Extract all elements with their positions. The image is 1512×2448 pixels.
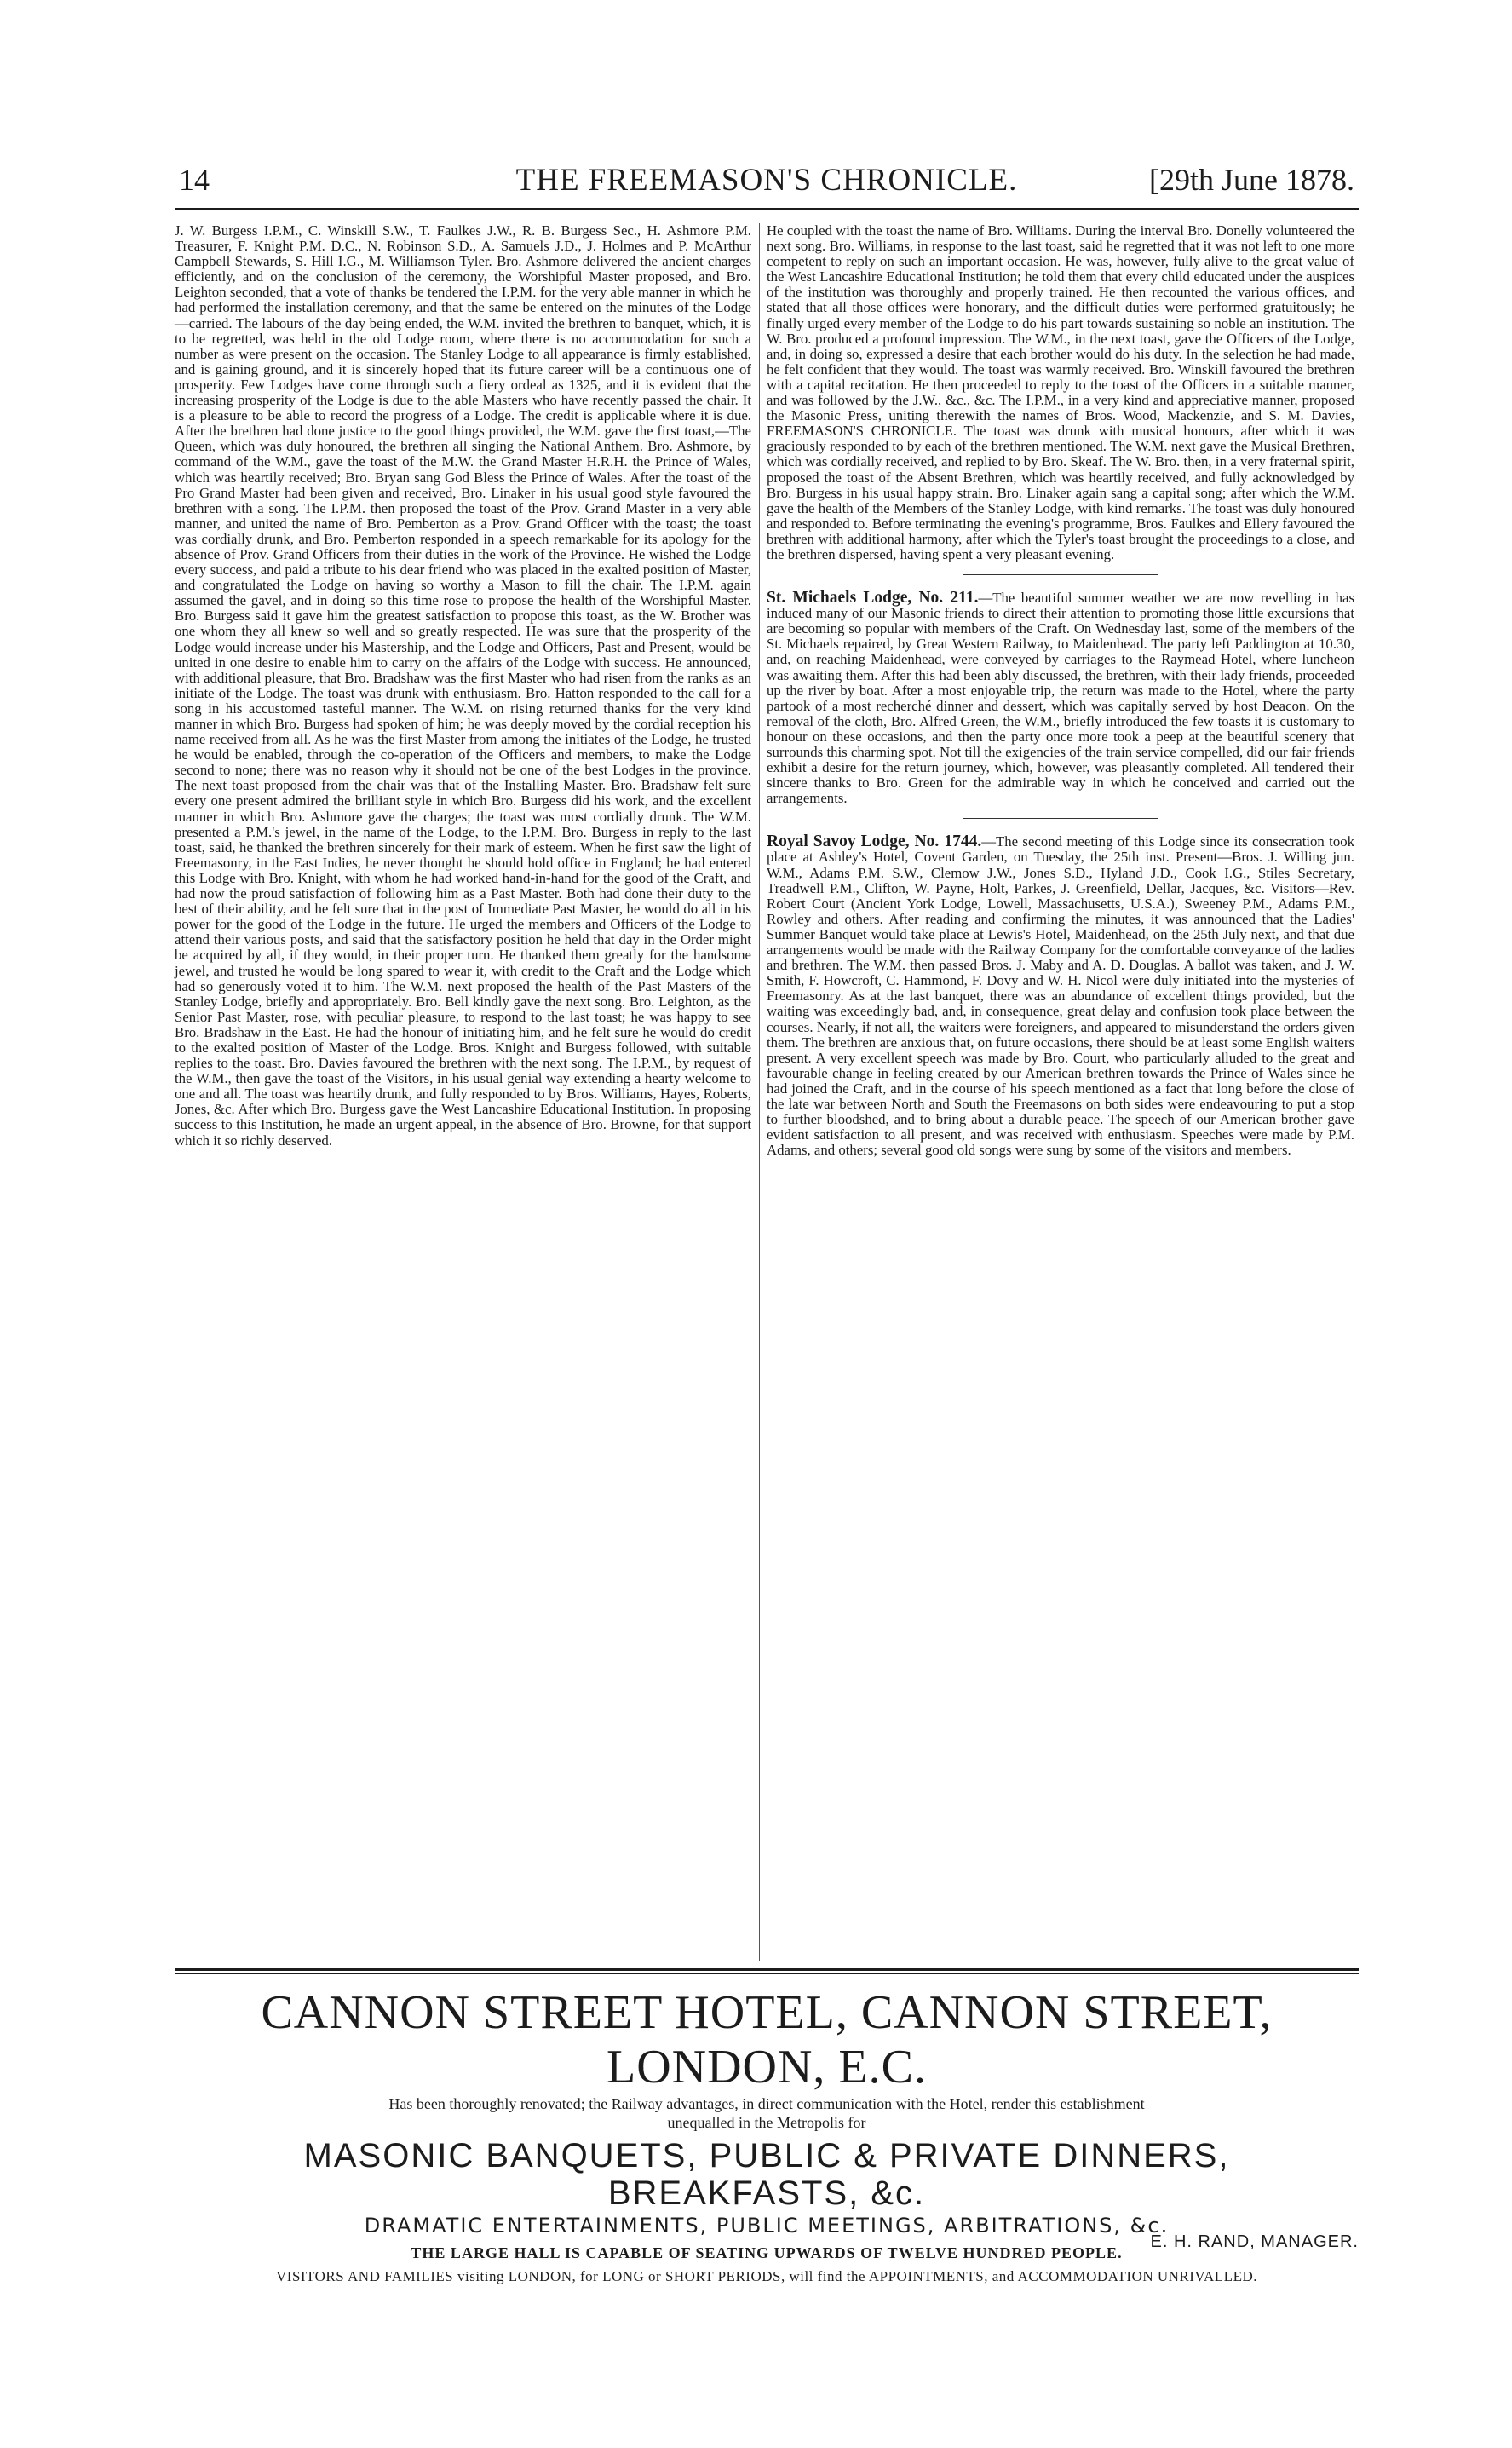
hotel-advertisement — [175, 1985, 1359, 2287]
issue-date: [29th June 1878. — [1149, 163, 1354, 197]
royal-savoy-heading: Royal Savoy Lodge, No. 1744. — [767, 832, 982, 851]
page-number: 14 — [179, 163, 210, 197]
masthead — [179, 162, 1354, 213]
footer-rule-thin — [175, 1973, 1359, 1974]
visitors-line: VISITORS AND FAMILIES visiting LONDON, for LONG or SHORT PERIODS, will find the APPOINTMENTS, and ACCOMMODATION UNRIVALLED. — [276, 2268, 1257, 2284]
stanley-lodge-continuation: He coupled with the toast the name of Bro. Williams. During the interval Bro. Donelly volunteered the next song. Bro. Williams, in response to the last toast, said he regretted that it was not left to one more competent to reply on such an important occasion. He was, however, fully alive to the great value of the West Lancashire Educational Institution; he told them that every child educated under the auspices of the institution was thoroughly and properly trained. He then recounted the various offices, and stated that all those offices were honorary, and the difficult duties were performed gratuitously; he finally urged every member of the Lodge to do his part towards sustaining so noble an institution. The W. Bro. produced a profound impression. The W.M., in the next toast, gave the Officers of the Lodge, and, in doing so, expressed a desire that each brother would do his duty. In the selection he had made, he felt confident that they would. The toast was warmly received. Bro. Winskill favoured the brethren with a capital recitation. He then proceeded to reply to the toast of the Officers in a suitable manner, and was followed by the J.W., &c., &c. The I.P.M., in a very kind and appreciative manner, proposed the Masonic Press, uniting therewith the names of Bros. Wood, Mackenzie, and S. M. Davies, FREEMASON'S CHRONICLE. The toast was drunk with musical honours, after which it was graciously responded to by each of the brethren mentioned. The W.M. next gave the Musical Brethren, which was cordially received, and replied to by Bro. Skeaf. The W. Bro. then, in a very fraternal spirit, proposed the toast of the Absent Brethren, which was heartily received, and fully acknowledged by Bro. Burgess in his usual happy strain. Bro. Linaker again sang a capital song; after which the W.M. gave the health of the Members of the Stanley Lodge, with kind remarks. The toast was duly honoured and responded to. Before terminating the evening's programme, Bros. Faulkes and Ellery favoured the brethren with additional harmony, after which the Tyler's toast brought the proceedings to a close, and the brethren dispersed, having spent a very pleasant evening. — [767, 222, 1354, 562]
right-column — [767, 223, 1354, 1961]
stanley-lodge-report: J. W. Burgess I.P.M., C. Winskill S.W., T. Faulkes J.W., R. B. Burgess Sec., H. Ashmore P.M. Treasurer, F. Knight P.M. D.C., N. Robinson S.D., A. Samuels J.D., J. Holmes and P. McArthur Campbell Stewards, S. Hill I.G., M. Williamson Tyler. Bro. Ashmore delivered the ancient charges efficiently, and on the conclusion of the ceremony, the Worshipful Master proposed, and Bro. Leighton seconded, that a vote of thanks be tendered the I.P.M. for the very able manner in which he had performed the installation ceremony, and that the same be entered on the minutes of the Lodge—carried. The labours of the day being ended, the W.M. invited the brethren to banquet, which, it is to be regretted, was held in the old Lodge room, where there is no accommodation for such a number as were present on the occasion. The Stanley Lodge to all appearance is firmly established, and is gaining ground, and it is sincerely hoped that its future career will be a continuous one of prosperity. Few Lodges have come through such a fiery ordeal as 1325, and it is evident that the increasing prosperity of the Lodge is due to the able Masters who have recently passed the chair. It is a pleasure to be able to record the progress of a Lodge. The credit is applicable where it is due. After the brethren had done justice to the good things provided, the W.M. gave the first toast,—The Queen, which was duly honoured, the brethren all singing the National Anthem. Bro. Ashmore, by command of the W.M., gave the toast of the M.W. the Grand Master H.R.H. the Prince of Wales, which was heartily received; Bro. Bryan sang God Bless the Prince of Wales. After the toast of the Pro Grand Master had been given and received, Bro. Linaker in his usual good style favoured the brethren with a song. The I.P.M. then proposed the toast of the Prov. Grand Master in a very able manner, and united the name of Bro. Pemberton as a Prov. Grand Officer with the toast; the toast was cordially drunk, and Bro. Pemberton responded in a speech remarkable for its apology for the absence of Prov. Grand Officers from their duties in the work of the Province. He wished the Lodge every success, and paid a tribute to his dear friend who was placed in the exalted position of Master, and congratulated the Lodge on having so worthy a Mason to fill the chair. The I.P.M. again assumed the gavel, and in doing so this time rose to propose the health of the Worshipful Master. Bro. Burgess said it gave him the greatest satisfaction to propose this toast, as the W. Brother was one whom they all knew so well and so greatly respected. He was sure that the prosperity of the Lodge would increase under his Mastership, and the Lodge and Officers, Past and Present, would be united in one desire to enable him to carry on the affairs of the Lodge with success. He announced, with additional pleasure, that Bro. Bradshaw was the first Master who had risen from the ranks as an initiate of the Lodge. The toast was drunk with enthusiasm. Bro. Hatton responded to the call for a song in his accustomed tasteful manner. The W.M. on rising returned thanks for the very kind manner in which Bro. Burgess had spoken of him; he was deeply moved by the cordial reception his name received from all. As he was the first Master from among the initiates of the Lodge, he trusted he would be enabled, through the co-operation of the Officers and members, to make the Lodge second to none; there was no reason why it should not be one of the best Lodges in the province. The next toast proposed from the chair was that of the Installing Master. Bro. Bradshaw felt sure every one present admired the brilliant style in which Bro. Burgess did his work, and the excellent manner in which Bro. Ashmore gave the charges; the toast was most cordially drunk. The W.M. presented a P.M.'s jewel, in the name of the Lodge, to the I.P.M. Bro. Burgess in reply to the last toast, said, he thanked the brethren sincerely for their mark of esteem. When he first saw the light of Freemasonry, in the East Indies, he never thought he should hold office in England; he had entered this Lodge with Bro. Knight, with whom he had worked hand-in-hand for the good of the Craft, and had now the proud satisfaction of following him as a Past Master. Both had done their duty to the best of their ability, and he felt sure that in the post of Immediate Past Master, he would do all in his power for the good of the Lodge in the future. He urged the members and Officers of the Lodge to attend their various posts, and said that the satisfactory position he held that day in the Order might be acquired by all, if they would, in their proper turn. He thanked them greatly for the handsome jewel, and trusted he would be long spared to wear it, with credit to the Craft and the Lodge which had so generously voted it to him. The W.M. next proposed the health of the Past Masters of the Stanley Lodge, briefly and appropriately. Bro. Bell kindly gave the next song. Bro. Leighton, as the Senior Past Master, rose, with peculiar pleasure, to respond to the last toast; he was happy to see Bro. Bradshaw in the East. He had the honour of initiating him, and he felt sure he would do credit to the exalted position of Master of the Lodge. Bros. Knight and Burgess followed, with suitable replies to the toast. Bro. Davies favoured the brethren with the next song. The I.P.M., by request of the W.M., then gave the toast of the Visitors, in his usual genial way extending a hearty welcome to one and all. The toast was heartily drunk, and fully responded to by Bros. Williams, Hayes, Roberts, Jones, &c. After which Bro. Burgess gave the West Lancashire Educational Institution. In proposing success to this Institution, he made an urgent appeal, in the absence of Bro. Browne, for that support which it so richly deserved. — [175, 222, 751, 1149]
st-michaels-heading: St. Michaels Lodge, No. 211. — [767, 589, 979, 608]
st-michaels-body: —The beautiful summer weather we are now revelling in has induced many of our Masonic friends to direct their attention to promoting those little excursions that are becoming so popular with members of the Craft. On Wednesday last, some of the members of the St. Michaels repaired, by Great Western Railway, to Maidenhead. The party left Paddington at 10.30, and, on reaching Maidenhead, were conveyed by carriages to the Raymead Hotel, where luncheon was awaiting them. After this had been ably discussed, the brethren, with their lady friends, proceeded up the river by boat. After a most enjoyable trip, the return was made to the Hotel, where the party partook of a most recherché dinner and dessert, which was capitally served by host Deacon. On the removal of the cloth, Bro. Alfred Green, the W.M., briefly introduced the few toasts it is customary to honour on these occasions, and then the party once more took a peep at the beautiful scenery that surrounds this charming spot. Not till the exigencies of the train service compelled, did our fair friends exhibit a desire for the return journey, which, however, was pleasantly completed. All tendered their sincere thanks to Bro. Green for the admirable way in which he conceived and carried out the arrangements. — [767, 590, 1354, 807]
large-hall-line: THE LARGE HALL IS CAPABLE OF SEATING UPWARDS OF TWELVE HUNDRED PEOPLE. — [411, 2244, 1123, 2261]
left-column — [175, 223, 751, 1961]
masthead-rule — [175, 208, 1359, 210]
footer-rule-thick — [175, 1968, 1359, 1971]
royal-savoy-body: —The second meeting of this Lodge since its consecration took place at Ashley's Hotel, Covent Garden, on Tuesday, the 25th inst. Present—Bros. J. Willing jun. W.M., Adams P.M. S.W., Clemow J.W., Jones S.D., Hyland J.D., Cook I.G., Stiles Secretary, Treadwell P.M., Clifton, W. Payne, Holt, Parkes, J. Greenfield, Dellar, Jacques, &c. Visitors—Rev. Robert Court (Ancient York Lodge, Lowell, Massachusetts, U.S.A.), Sweeney P.M., Adams P.M., Rowley and others. After reading and confirming the minutes, it was announced that the Ladies' Summer Banquet would take place at Lewis's Hotel, Maidenhead, on the 25th July next, and that due arrangements would be made with the Railway Company for the comfortable conveyance of the ladies and brethren. The W.M. then passed Bros. J. Maby and A. D. Douglas. A ballot was taken, and J. W. Smith, F. Howcroft, C. Hammond, F. Dovy and W. H. Nicol were duly initiated into the mysteries of Freemasonry. As at the last banquet, there was an abundance of excellent things provided, but the waiting was exceedingly bad, and, in consequence, great delay and confusion took place between the courses. Nearly, if not all, the waiters were foreigners, and appeared to misunderstand the orders given them. The brethren are anxious that, on future occasions, there should be at least some English waiters present. A very excellent speech was made by Bro. Court, who particularly alluded to the great and favourable change in feeling created by our American brethren towards the Prince of Wales since he had joined the Craft, and in the course of his speech mentioned as a fact that long before the close of the late war between North and South the Freemasons on both sides were endeavouring to put a stop to further bloodshed, and to bring about a durable peace. The speech of our American brother gave evident satisfaction to all present, and was received with enthusiasm. Speeches were made by P.M. Adams, and others; several good old songs were sung by some of the visitors and members. — [767, 833, 1354, 1159]
column-divider — [759, 223, 760, 1961]
st-michaels-article — [767, 590, 1354, 806]
hotel-name: CANNON STREET HOTEL, CANNON STREET, LONDON, E.C. — [261, 1986, 1273, 2094]
newspaper-title: THE FREEMASON'S CHRONICLE. — [515, 163, 1018, 198]
unequalled-line: unequalled in the Metropolis for — [667, 2114, 866, 2131]
masonic-banquets-line: MASONIC BANQUETS, PUBLIC & PRIVATE DINNERS, BREAKFASTS, &c. — [303, 2137, 1230, 2212]
dramatic-line: DRAMATIC ENTERTAINMENTS, PUBLIC MEETINGS, ARBITRATIONS, &c. — [364, 2214, 1170, 2238]
royal-savoy-article — [767, 834, 1354, 1158]
article-separator — [963, 574, 1158, 575]
manager-signature: E. H. RAND, MANAGER. — [1150, 2232, 1359, 2251]
renovated-line: Has been thoroughly renovated; the Railway advantages, in direct communication with the Hotel, render this establishment — [388, 2095, 1145, 2112]
article-separator — [963, 818, 1158, 819]
